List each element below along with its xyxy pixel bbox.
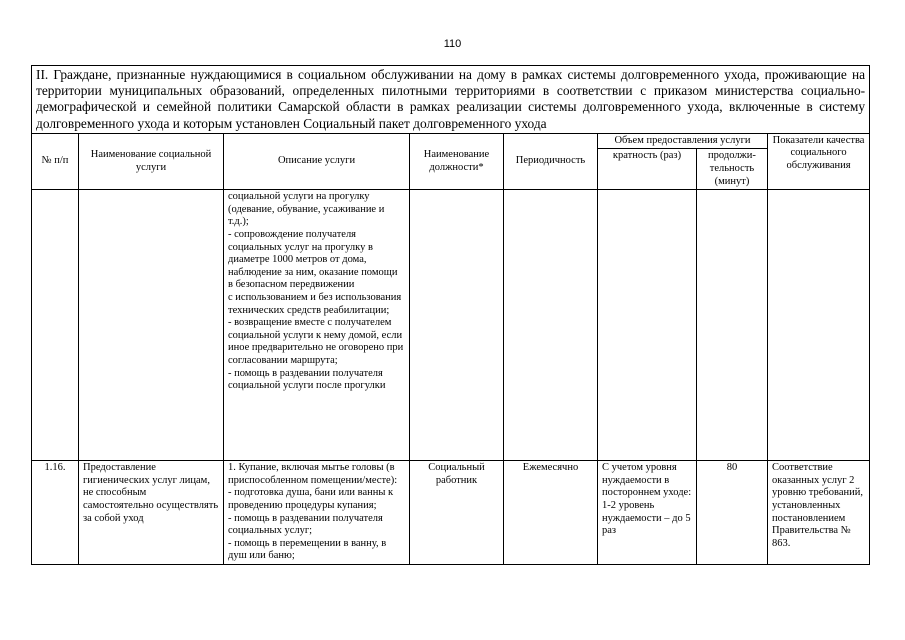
cell-quality xyxy=(768,190,870,461)
cell-period: Ежемесячно xyxy=(504,461,598,565)
page-number: 110 xyxy=(443,38,462,50)
services-table xyxy=(31,65,870,565)
cell-name: Предоставление гигиенических услуг лицам, не способным самостоятельно осуществлять за собой уход xyxy=(79,461,224,565)
cell-quality: Соответствие оказанных услуг 2 уровню требований, установленных постановлением Правительства № 863. xyxy=(768,461,870,565)
intro-row xyxy=(32,66,870,134)
header-volume: Объем предоставления услуги xyxy=(598,133,768,149)
cell-desc: 1. Купание, включая мытье головы (в приспособленном помещении/месте): - подготовка душа, бани или ванны к проведению процедуры купания; - помощь в раздевании получателя социальных услуг; - помощь в перемещении в ванну, в душ или баню; xyxy=(224,461,410,565)
cell-freq xyxy=(598,190,697,461)
header-quality: Показатели качества социального обслуживания xyxy=(768,133,870,189)
cell-position: Социальный работник xyxy=(410,461,504,565)
cell-duration: 80 xyxy=(697,461,768,565)
cell-num: 1.16. xyxy=(32,461,79,565)
cell-duration xyxy=(697,190,768,461)
cell-num xyxy=(32,190,79,461)
header-freq: кратность (раз) xyxy=(598,149,697,190)
header-position: Наименование должности* xyxy=(410,133,504,189)
cell-desc: социальной услуги на прогулку (одевание, обувание, усаживание и т.д.); - сопровождение получателя социальных услуг на прогулку в диаметре 1000 метров от дома, наблюдение за ним, оказание помощи в безопасном передвижении с использованием и без использования технических средств реабилитации; - возвращение вместе с получателем социальной услуги к нему домой, если иное предварительно не оговорено при согласовании маршрута; - помощь в раздевании получателя социальной услуги после прогулки xyxy=(224,190,410,461)
header-row-1 xyxy=(32,133,870,149)
header-duration: продолжи-тельность (минут) xyxy=(697,149,768,190)
header-desc: Описание услуги xyxy=(224,133,410,189)
table-row xyxy=(32,190,870,461)
header-num: № п/п xyxy=(32,133,79,189)
table-row xyxy=(32,461,870,565)
header-name: Наименование социальной услуги xyxy=(79,133,224,189)
cell-position xyxy=(410,190,504,461)
intro-text: II. Граждане, признанные нуждающимися в социальном обслуживании на дому в рамках системы долговременного ухода, проживающие на территории муниципальных образований, определенных пилотными территориями в соответствии с приказом министерства социально-демографической и семейной политики Самарской области в рамках реализации системы долговременного ухода, включенные в систему долговременного ухода и которым установлен Социальный пакет долговременного ухода xyxy=(32,66,870,134)
cell-name xyxy=(79,190,224,461)
header-period: Периодичность xyxy=(504,133,598,189)
cell-period xyxy=(504,190,598,461)
cell-freq: С учетом уровня нуждаемости в постороннем уходе: 1-2 уровень нуждаемости – до 5 раз xyxy=(598,461,697,565)
